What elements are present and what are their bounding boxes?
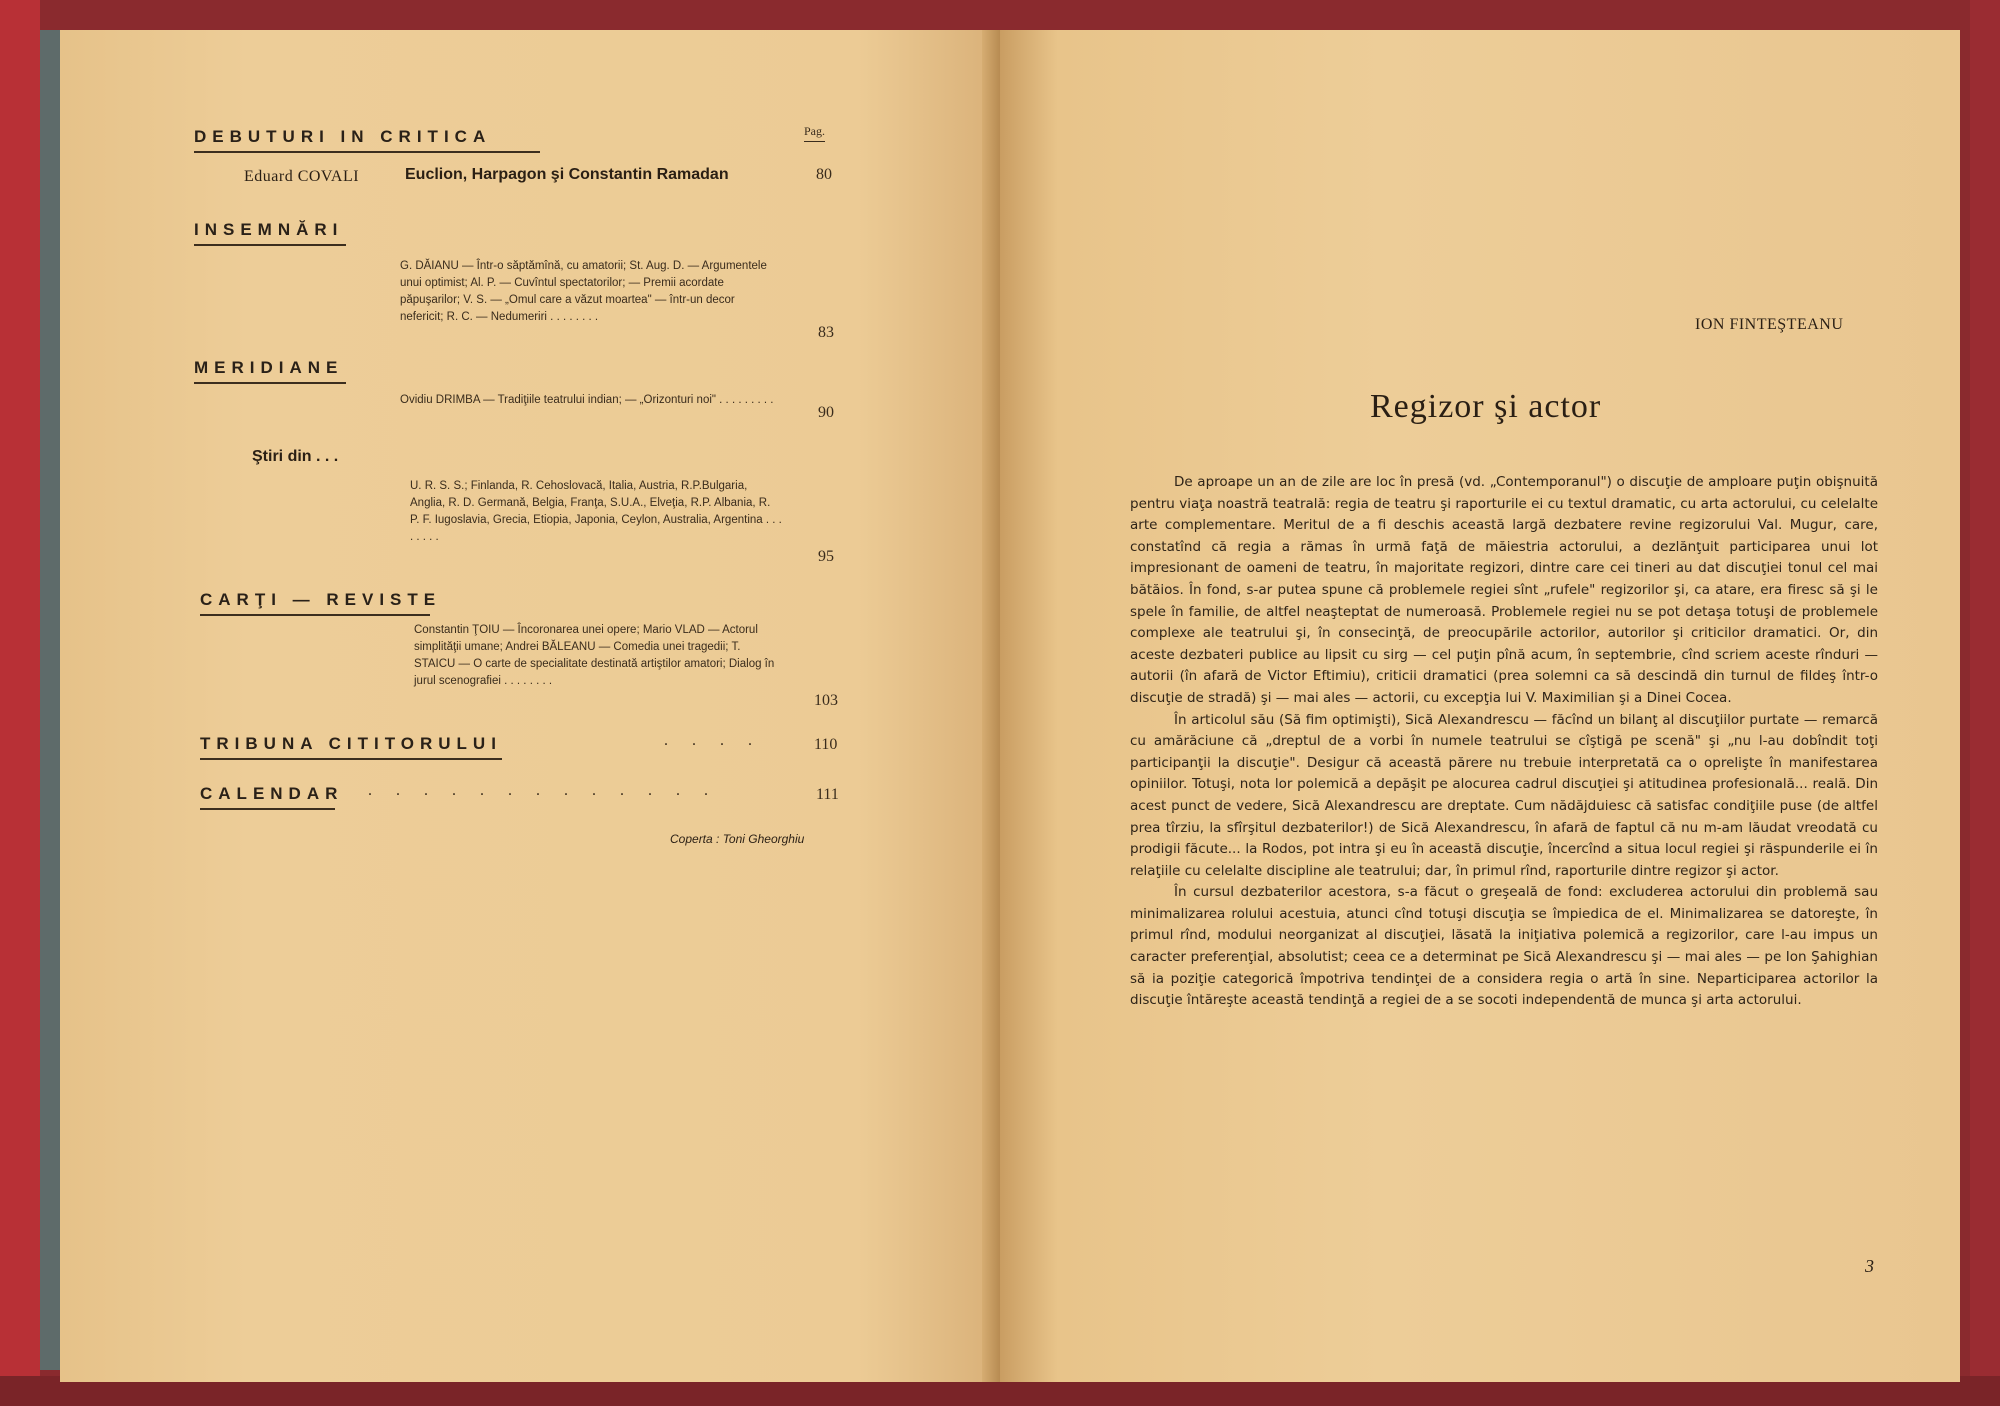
pag-label: Pag. <box>804 124 825 138</box>
article-author: ION FINTEŞTEANU <box>1695 316 1844 333</box>
toc-text-stiri: U. R. S. S.; Finlanda, R. Cehoslovacă, Italia, Austria, R.P.Bulgaria, Anglia, R. D. Germană, Belgia, Franţa, S.U.A., Elveţia, R.P. Albania, R. P. F. Iugoslavia, Grecia, Etiopia, Japonia, Ceylon, Australia, Argentina . . . . . . . . <box>410 480 782 543</box>
article-title: Regizor şi actor <box>1370 388 1602 425</box>
toc-heading-calendar: CALENDAR <box>200 784 343 804</box>
article-body <box>1130 472 1878 1012</box>
toc-heading-tribuna: TRIBUNA CITITORULUI <box>200 734 502 754</box>
left-page-toc <box>60 30 1000 1382</box>
toc-text-carti: Constantin ŢOIU — Încoronarea unei opere; Mario VLAD — Actorul simplităţii umane; Andrei BĂLEANU — Comedia unei tragedii; T. STAICU — O carte de specialitate destinată artiştilor amatori; Dialog în jurul scenografiei . . . . . . . . <box>414 624 775 687</box>
toc-heading-debuturi: DEBUTURI IN CRITICA <box>194 127 491 147</box>
right-page-article <box>1000 30 1960 1382</box>
toc-dots-tribuna: . . . . <box>664 732 762 749</box>
toc-dots-calendar: . . . . . . . . . . . . . <box>368 782 718 799</box>
article-paragraph-3: În cursul dezbaterilor acestora, s-a făcut o greşeală de fond: excluderea actorului din problemă sau minimalizarea rolului acestuia, atunci cînd totuşi discuţia se împiedica de el. Minimalizarea se datoreşte, în primul rînd, modului neorganizat al discuţiei, lăsată la iniţiativa polemică a regizorilor, care l-au impus un caracter preferenţial, absolutist; ceea ce a determinat pe Sică Alexandrescu şi — mai ales — pe Ion Şahighian să ia poziţie categorică împotriva tendinţei de a considera regia o artă în sine. Neparticiparea actorilor la discuţie întăreşte această tendinţă a regiei de a se socoti independentă de munca şi arta actorului. <box>1130 884 1878 1009</box>
book-cover-right <box>1970 0 2000 1406</box>
toc-entry-debuturi-author: Eduard COVALI <box>244 168 360 185</box>
article-page-number: 3 <box>1865 1256 1874 1276</box>
toc-page-stiri: 95 <box>818 548 834 565</box>
toc-heading-insemnari: INSEMNĂRI <box>194 220 343 240</box>
toc-text-meridiane: Ovidiu DRIMBA — Tradiţiile teatrului indian; — „Orizonturi noi" . . . . . . . . . <box>400 394 774 406</box>
article-paragraph-2: În articolul său (Să fim optimişti), Sică Alexandrescu — făcînd un bilanţ al discuţiilor purtate — remarcă cu amărăciune că „dreptul de a vorbi în numele teatrului se cîştigă pe scenă" şi „nu l-au dobîndit toţi participanţii la discuţie". Desigur că această părere nu trebuie interpretată ca o oprelişte în manifestarea opiniilor. Totuşi, nota lor polemică a depăşit pe alocurea cadrul discuţiei şi atitudinea profesională... reală. Din acest punct de vedere, Sică Alexandrescu are dreptate. Cum nădăjduiesc că satisfac condiţiile puse (de altfel prea tîrziu, la sfîrşitul dezbaterilor!) de Sică Alexandrescu, în afară de faptul că nu m-am lăudat vreodată cu prodigii făcute... la Rodos, pot intra şi eu în această discuţie, încercînd a situa locul regiei şi răspunderile ei în relaţiile cu celelalte discipline ale teatrului; dar, în primul rînd, raporturile dintre regizor şi actor. <box>1130 711 1878 879</box>
toc-coperta-credit: Coperta : Toni Gheorghiu <box>670 832 805 846</box>
toc-text-insemnari: G. DĂIANU — Într-o săptămînă, cu amatorii; St. Aug. D. — Argumentele unui optimist; Al. P. — Cuvîntul spectatorilor; — Premii acordate păpuşarilor; V. S. — „Omul care a văzut moartea" — într-un decor nefericit; R. C. — Nedumeriri . . . . . . . . <box>400 260 767 323</box>
toc-entry-debuturi-title: Euclion, Harpagon şi Constantin Ramadan <box>405 166 729 183</box>
toc-heading-meridiane: MERIDIANE <box>194 358 343 378</box>
toc-heading-stiri: Ştiri din . . . <box>252 448 339 465</box>
toc-page-debuturi: 80 <box>816 166 832 183</box>
article-paragraph-1: De aproape un an de zile are loc în presă (vd. „Contemporanul") o discuţie de amploare puţin obişnuită pentru viaţa noastră teatrală: regia de teatru şi raporturile ei cu textul dramatic, cu arta actorului, cu celelalte arte complementare. Meritul de a fi deschis această largă dezbatere revine regizorului Val. Mugur, care, constatînd că regia a rămas în urmă faţă de măiestria actorului, a dezlănţuit participarea unui lot impresionant de oameni de teatru, în majoritate regizori, dintre care cei tineri au dat discuţiei tonul cel mai bătăios. În fond, s-ar putea spune că problemele regiei sînt „rufele" regizorilor şi, ca atare, era firesc să şi le spele în familie, de altfel neaşteptat de numeroasă. Problemele regiei nu se pot detaşa totuşi de problemele complexe ale teatrului şi, în consecinţă, de preocupările actorilor, autorilor şi criticilor dramatici. Or, din aceste dezbateri publice au lipsit cu sirg — cel puţin pînă acum, în septembrie, cînd scriem aceste rînduri — autorii (în afară de Victor Eftimiu), criticii dramatici (prea solemni ca să descindă din turnul de fildeş într-o discuţie de stradă) şi — mai ales — actorii, cu excepţia lui V. Maximilian şi a Dinei Cocea. <box>1130 474 1878 706</box>
toc-page-meridiane: 90 <box>818 404 834 421</box>
toc-heading-carti: CARŢI — REVISTE <box>200 590 441 610</box>
toc-page-calendar: 111 <box>816 786 839 803</box>
toc-page-tribuna: 110 <box>814 736 838 753</box>
toc-page-carti: 103 <box>814 692 838 709</box>
toc-page-insemnari: 83 <box>818 324 834 341</box>
book-cover-left <box>0 0 40 1406</box>
